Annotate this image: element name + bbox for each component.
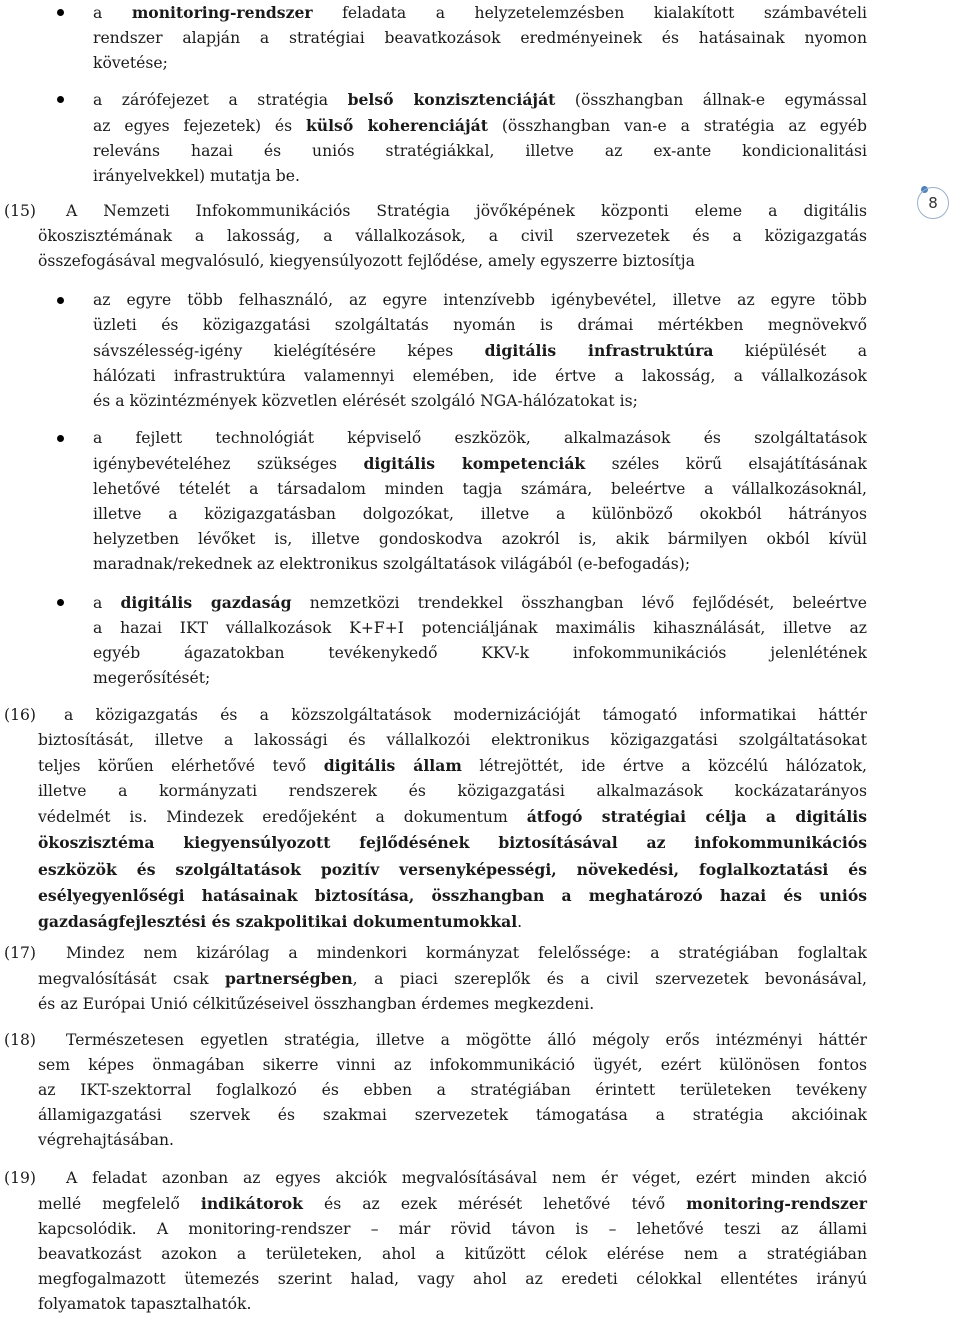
- text-run: az egyes fejezetek) és: [93, 117, 306, 136]
- bullet-item: [93, 426, 867, 578]
- text-run: megerősítését;: [93, 669, 211, 688]
- text-line: [93, 451, 867, 477]
- text-line: [38, 199, 867, 224]
- text-line: [38, 1292, 867, 1317]
- paragraph-text: [38, 703, 867, 935]
- text-line: [93, 288, 867, 313]
- text-run: .: [517, 912, 523, 931]
- numbered-paragraph: [4, 199, 867, 274]
- text-run: (összhangban van-e a stratégia az egyéb: [487, 117, 868, 136]
- text-line: [38, 703, 867, 728]
- bold-text: eszközök és szolgáltatások pozitív versenyképességi, növekedési, foglalkoztatási és: [38, 859, 867, 879]
- text-run: a: [93, 594, 121, 612]
- text-line: [93, 26, 867, 51]
- text-run: a: [93, 4, 132, 22]
- text-run: maradnak/rekednek az elektronikus szolgáltatások világából (e-befogadás);: [93, 555, 691, 574]
- text-line: [93, 389, 867, 414]
- bold-text: partnerségben: [225, 969, 353, 989]
- text-run: A Nemzeti Infokommunikációs Stratégia jövőképének központi eleme a digitális: [66, 202, 867, 220]
- text-line: [38, 1103, 867, 1128]
- text-run: végrehajtásában.: [38, 1131, 175, 1150]
- bullet-icon: [57, 9, 64, 16]
- bullet-item: [93, 590, 867, 691]
- text-line: [93, 590, 867, 616]
- bold-text: külső koherenciáját: [305, 116, 488, 136]
- paragraph-number: (19): [4, 1169, 37, 1187]
- page-number: 8: [917, 187, 949, 219]
- paragraph-text: [38, 1028, 867, 1153]
- text-line: [38, 966, 867, 992]
- text-run: , a piaci szereplők és a civil szervezetek bevonásával,: [352, 970, 867, 989]
- text-line: [38, 1028, 867, 1053]
- text-run: széles körű elsajátításának: [585, 455, 867, 474]
- text-line: [93, 616, 867, 641]
- text-run: védelmét is. Mindezek eredőjeként a dokumentum: [38, 808, 527, 827]
- text-run: egyéb ágazatokban tevékenykedő KKV-k infokommunikációs jelenlétének: [93, 644, 867, 663]
- text-run: folyamatok tapasztalhatók.: [38, 1295, 252, 1314]
- paragraph-text: [38, 941, 867, 1017]
- text-line: [93, 51, 867, 76]
- text-run: kiépülését a: [713, 342, 867, 361]
- numbered-paragraph: [4, 703, 868, 935]
- text-line: [38, 909, 867, 935]
- text-run: az IKT-szektorral foglalkozó és ebben a stratégiában érintett területeken tevékeny: [38, 1081, 867, 1100]
- text-line: [38, 830, 867, 856]
- text-line: [38, 1242, 867, 1267]
- bold-text: digitális állam: [323, 756, 462, 776]
- bold-text: digitális infrastruktúra: [484, 341, 714, 361]
- bold-text: belső konzisztenciáját: [347, 90, 556, 109]
- text-line: [38, 1053, 867, 1078]
- text-run: beavatkozást azokon a területeken, ahol a kitűzött célok elérése nem a stratégiában: [38, 1245, 867, 1264]
- text-line: [93, 139, 867, 164]
- bullet-item: [93, 87, 867, 189]
- text-line: [38, 249, 867, 274]
- text-run: illetve a közigazgatásban dolgozókat, illetve a különböző okokból hátrányos: [93, 505, 867, 524]
- text-line: [93, 426, 867, 451]
- text-line: [93, 113, 867, 139]
- text-run: Mindez nem kizárólag a mindenkori kormányzat felelőssége: a stratégiában foglaltak: [66, 944, 867, 962]
- text-run: igénybevételéhez szükséges: [93, 455, 364, 474]
- text-line: [38, 1217, 867, 1242]
- text-run: nemzetközi trendekkel összhangban lévő fejlődését, beleértve: [291, 594, 867, 612]
- bold-text: esélyegyenlőségi hatásainak biztosítása, összhangban a meghatározó hazai és uniós: [38, 885, 867, 905]
- text-line: [93, 313, 867, 338]
- text-line: [38, 883, 867, 909]
- text-run: releváns hazai és uniós stratégiákkal, illetve az ex-ante kondicionalitási: [93, 142, 867, 161]
- text-run: és a közintézmények közvetlen elérését szolgáló NGA-hálózatokat is;: [93, 392, 638, 411]
- text-run: követése;: [93, 54, 168, 73]
- bold-text: digitális gazdaság: [120, 593, 292, 612]
- text-line: [93, 0, 867, 26]
- bullet-icon: [57, 297, 64, 304]
- text-run: a fejlett technológiát képviselő eszközök, alkalmazások és szolgáltatások: [93, 429, 867, 447]
- paragraph-number: (18): [4, 1031, 37, 1049]
- bullet-item: [93, 288, 867, 414]
- numbered-paragraph: [4, 1166, 867, 1318]
- bold-text: digitális kompetenciák: [363, 454, 586, 474]
- text-run: ökoszisztémának a lakosság, a vállalkozások, a civil szervezetek és a közigazgatás: [38, 227, 867, 246]
- text-line: [93, 552, 867, 577]
- numbered-paragraph: [4, 1028, 867, 1153]
- text-line: [93, 338, 867, 364]
- text-line: [38, 857, 867, 883]
- text-run: teljes körűen elérhetővé tevő: [38, 757, 324, 776]
- bullet-item: [93, 0, 867, 76]
- text-run: sem képes önmagában sikerre vinni az infokommunikáció ügyét, ezért különösen fontos: [38, 1056, 867, 1075]
- text-line: [38, 1078, 867, 1103]
- text-line: [93, 641, 867, 666]
- text-line: [93, 527, 867, 552]
- bullet-icon: [57, 599, 64, 606]
- text-line: [38, 941, 867, 966]
- paragraph-number: (15): [4, 202, 37, 220]
- text-run: hálózati infrastruktúra valamennyi elemében, ide értve a lakosság, a vállalkozások: [93, 367, 867, 386]
- text-line: [38, 1267, 867, 1292]
- text-run: a hazai IKT vállalkozások K+F+I potenciáljának maximális kihasználását, illetve az: [93, 619, 867, 638]
- numbered-paragraph: [4, 941, 867, 1017]
- text-run: biztosítását, illetve a lakossági és vállalkozói elektronikus közigazgatási szolgáltatásokat: [38, 731, 867, 750]
- text-run: üzleti és közigazgatási szolgáltatás nyomán is drámai mértékben megnövekvő: [93, 316, 867, 335]
- text-run: lehetővé tételét a társadalom minden tagja számára, beleértve a vállalkozásoknál,: [93, 480, 867, 499]
- text-line: [38, 992, 867, 1017]
- text-line: [38, 1166, 867, 1191]
- text-line: [93, 87, 867, 113]
- text-line: [93, 477, 867, 502]
- text-line: [38, 728, 867, 753]
- text-line: [93, 502, 867, 527]
- text-line: [38, 779, 867, 804]
- text-line: [93, 364, 867, 389]
- text-run: A feladat azonban az egyes akciók megvalósításával nem ér véget, ezért minden akció: [66, 1169, 867, 1187]
- text-run: mellé megfelelő: [38, 1195, 201, 1214]
- bold-text: monitoring-rendszer: [686, 1194, 867, 1214]
- text-line: [38, 753, 867, 779]
- text-run: rendszer alapján a stratégiai beavatkozások eredményeinek és hatásainak nyomon: [93, 29, 867, 48]
- text-run: (összhangban állnak-e egymással: [555, 91, 867, 109]
- text-line: [38, 804, 867, 830]
- text-line: [38, 224, 867, 249]
- text-run: államigazgatási szervek és szakmai szervezetek támogatása a stratégia akcióinak: [38, 1106, 867, 1125]
- bullet-icon: [57, 435, 64, 442]
- text-run: sávszélesség-igény kielégítésére képes: [93, 342, 485, 361]
- bold-text: átfogó stratégiai célja a digitális: [526, 807, 868, 827]
- bold-text: gazdaságfejlesztési és szakpolitikai dokumentumokkal: [38, 911, 518, 931]
- bold-text: ökoszisztéma kiegyensúlyozott fejlődésének biztosításával az infokommunikációs: [38, 833, 867, 853]
- paragraph-number: (16): [4, 706, 37, 724]
- bullet-icon: [57, 96, 64, 103]
- text-run: a közigazgatás és a közszolgáltatások modernizációját támogató informatikai háttér: [64, 706, 867, 724]
- text-run: helyzetben lévőket is, illetve gondoskodva azokról is, akik bármilyen okból kívül: [93, 530, 867, 549]
- text-run: feladata a helyzetelemzésben kialakított számbavételi: [312, 4, 867, 22]
- text-run: és az Európai Unió célkitűzéseivel összhangban érdemes megkezdeni.: [38, 995, 595, 1014]
- text-run: irányelvekkel) mutatja be.: [93, 167, 300, 186]
- text-run: az egyre több felhasználó, az egyre intenzívebb igénybevétel, illetve az egyre több: [93, 291, 867, 309]
- bold-text: monitoring-rendszer: [131, 3, 313, 22]
- text-run: és az ezek mérését lehetővé tévő: [302, 1195, 687, 1214]
- text-line: [93, 666, 867, 691]
- text-run: megfogalmazott ütemezés szerint halad, vagy ahol az eredeti célokkal ellentétes irányú: [38, 1270, 867, 1289]
- paragraph-text: [38, 1166, 867, 1318]
- text-run: megvalósítását csak: [38, 970, 225, 989]
- text-run: a zárófejezet a stratégia: [93, 91, 348, 109]
- bold-text: indikátorok: [200, 1194, 303, 1214]
- text-run: kapcsolódik. A monitoring-rendszer – már rövid távon is – lehetővé teszi az állami: [38, 1220, 867, 1239]
- text-line: [93, 164, 867, 189]
- paragraph-text: [38, 199, 867, 274]
- text-run: létrejöttét, ide értve a közcélú hálózatok,: [461, 757, 867, 776]
- paragraph-number: (17): [4, 944, 37, 962]
- text-line: [38, 1128, 867, 1153]
- text-line: [38, 1191, 867, 1217]
- text-run: illetve a kormányzati rendszerek és közigazgatási alkalmazások kockázatarányos: [38, 782, 867, 801]
- text-run: összefogásával megvalósuló, kiegyensúlyozott fejlődése, amely egyszerre biztosítja: [38, 252, 695, 271]
- text-run: Természetesen egyetlen stratégia, illetve a mögötte álló mégoly erős intézményi háttér: [66, 1031, 867, 1049]
